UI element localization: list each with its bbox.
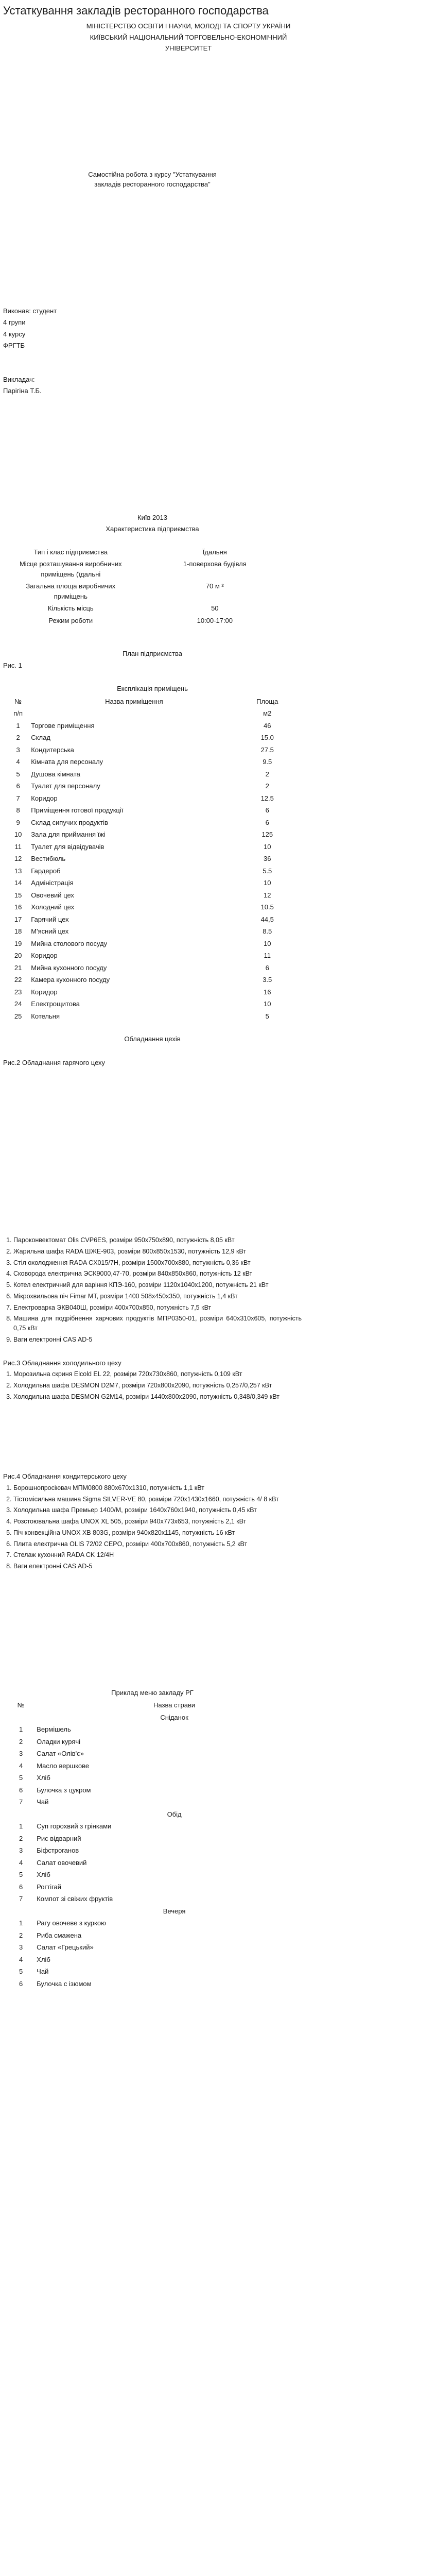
- list-item: 3. Стіл охолодження RADA CX015/7Н, розміри 1500х700х880, потужність 0,36 кВт: [13, 1258, 302, 1268]
- menu-item-name: Салат «Олів'є»: [37, 1750, 84, 1758]
- menu-item-name: Чай: [37, 1968, 49, 1976]
- room-name: Овочевий цех: [31, 891, 74, 899]
- page-title: Устаткування закладів ресторанного господарства: [3, 4, 269, 17]
- list-item: 6. Мікрохвильова піч Fimar MT, розміри 1400 508х450х350, потужність 1,4 кВт: [13, 1292, 302, 1301]
- explication-title: Експлікація приміщень: [117, 685, 188, 692]
- room-name: Мийна кухонного посуду: [31, 963, 107, 972]
- menu-item-name: Компот зі свіжих фруктів: [37, 1895, 113, 1903]
- char-value: 1-поверхова будівля: [183, 560, 247, 568]
- room-area: 27.5: [260, 745, 274, 754]
- room-area: 6: [265, 806, 269, 814]
- room-area: 2: [265, 770, 269, 778]
- table-row: [7, 853, 295, 865]
- table-row: [7, 1893, 295, 1905]
- plan-title: План підприємства: [122, 650, 182, 657]
- table-row: [7, 768, 295, 781]
- col-area-sub: м2: [263, 709, 272, 717]
- figure-caption: Рис.4 Обладнання кондитерського цеху: [3, 1472, 127, 1481]
- room-area: 16: [264, 988, 271, 996]
- room-number: 25: [14, 1012, 22, 1020]
- table-row: [7, 877, 295, 889]
- room-name: Камера кухонного посуду: [31, 976, 110, 984]
- room-area: 10: [264, 1000, 271, 1008]
- table-row: [7, 1723, 295, 1736]
- char-label: Режим роботи: [48, 616, 93, 624]
- table-row: [7, 1857, 295, 1869]
- menu-item-name: Хліб: [37, 1871, 50, 1879]
- table-row: [7, 950, 295, 962]
- room-number: 8: [16, 806, 20, 814]
- room-number: 22: [14, 976, 22, 984]
- header-line: МІНІСТЕРСТВО ОСВІТИ І НАУКИ, МОЛОДІ ТА СПОРТУ УКРАЇНИ: [86, 22, 291, 30]
- room-area: 6: [265, 818, 269, 826]
- room-name: Електрощитова: [31, 1000, 80, 1008]
- list-item: 8. Ваги електронні CAS AD-5: [13, 1562, 302, 1571]
- list-item: 9. Ваги електронні CAS AD-5: [13, 1335, 302, 1345]
- table-row: [7, 986, 295, 998]
- menu-section-row: [7, 1808, 295, 1821]
- cold-shop-equipment-list: [3, 1369, 302, 1401]
- table-row: [7, 913, 295, 926]
- menu-item-name: Рагу овочеве з куркою: [37, 1919, 106, 1927]
- table-row: [7, 1929, 295, 1942]
- figure-caption: Рис.3 Обладнання холодильного цеху: [3, 1359, 121, 1367]
- table-row: [7, 1917, 295, 1929]
- list-item: 8. Машина для подрібнення харчових продуктів МПР0350-01, розміри 640х310х605, потужність 0,75 кВт: [13, 1314, 302, 1333]
- menu-item-name: Хліб: [37, 1774, 50, 1782]
- menu-item-number: 2: [19, 1834, 23, 1842]
- room-number: 6: [16, 782, 20, 790]
- table-row: [7, 1736, 295, 1748]
- menu-section-title: Вечеря: [163, 1907, 186, 1915]
- room-name: Туалет для відвідувачів: [31, 842, 104, 851]
- list-item: 6. Плита електрична OLIS 72/02 CEPO, розміри 400х700х860, потужність 5,2 кВт: [13, 1539, 302, 1549]
- room-area: 9.5: [263, 758, 272, 766]
- table-row: [7, 1748, 295, 1760]
- list-item: 5. Котел електричний для варіння КПЭ-160, розміри 1120х1040х1200, потужність 21 кВт: [13, 1280, 302, 1290]
- room-number: 3: [16, 745, 20, 754]
- table-row: [7, 580, 295, 602]
- list-item: 7. Електроварка ЭКВ040Ш, розміри 400х700х850, потужність 7,5 кВт: [13, 1303, 302, 1313]
- menu-col-name: Назва страви: [153, 1701, 196, 1709]
- list-item: 1. Морозильна скриня Elcold EL 22, розміри 720х730х860, потужність 0,109 кВт: [13, 1369, 302, 1379]
- col-area: Площа: [256, 697, 278, 705]
- menu-item-number: 4: [19, 1955, 23, 1963]
- table-row: [7, 615, 295, 627]
- table-header-row: [7, 1699, 295, 1711]
- table-row: [7, 998, 295, 1010]
- menu-item-name: Салат «Грецький»: [37, 1943, 94, 1952]
- room-area: 10: [264, 879, 271, 887]
- table-header-row: [7, 696, 295, 708]
- room-name: Коридор: [31, 952, 58, 959]
- menu-item-number: 4: [19, 1858, 23, 1867]
- col-num-sub: п/п: [13, 709, 23, 717]
- col-num: №: [14, 697, 22, 705]
- room-name: Склад: [31, 734, 50, 741]
- menu-item-number: 4: [19, 1761, 23, 1770]
- list-item: 3. Холодильна шафа Премьер 1400/М, розміри 1640х760х1940, потужність 0,45 кВт: [13, 1505, 302, 1515]
- menu-section-title: Обід: [167, 1810, 182, 1818]
- room-name: Вестибюль: [31, 855, 66, 862]
- figure-caption: Рис.2 Обладнання гарячого цеху: [3, 1058, 106, 1066]
- menu-section-row: [7, 1905, 295, 1918]
- teacher-name: Парігіна Т.Б.: [3, 387, 42, 395]
- room-name: Гардероб: [31, 867, 61, 875]
- list-item: 2. Холодильна шафа DESMON D2M7, розміри 720х800х2090, потужність 0,257/0,257 кВт: [13, 1381, 302, 1391]
- city-year: Київ 2013: [137, 513, 167, 521]
- char-label: Тип і клас підприємства: [33, 548, 108, 556]
- menu-section-row: [7, 1711, 295, 1724]
- teacher-label: Викладач:: [3, 375, 35, 383]
- table-row: [7, 1881, 295, 1893]
- list-item: 1. Борошнопросіювач МПМ0800 880х670х1310, потужність 1,1 кВт: [13, 1483, 302, 1493]
- menu-item-name: Вермішель: [37, 1725, 71, 1734]
- room-name: Коридор: [31, 988, 58, 996]
- room-area: 15.0: [260, 734, 274, 741]
- char-label: Загальна площа виробничих приміщень: [26, 582, 116, 600]
- characteristics-table: [7, 546, 295, 627]
- menu-item-number: 5: [19, 1871, 23, 1879]
- table-row: [7, 1010, 295, 1023]
- room-area: 125: [261, 831, 273, 838]
- room-name: Склад сипучих продуктів: [31, 818, 108, 826]
- list-item: 3. Холодильна шафа DESMON G2M14, розміри 1440х800х2090, потужність 0,348/0,349 кВт: [13, 1392, 302, 1402]
- room-area: 36: [264, 855, 271, 862]
- table-row: [7, 865, 295, 877]
- menu-item-number: 2: [19, 1737, 23, 1745]
- table-row: [7, 720, 295, 732]
- work-title: Самостійна робота з курсу "Устаткування закладів ресторанного господарства": [88, 170, 217, 188]
- performed-label: Виконав: студент: [3, 307, 57, 315]
- table-row: [7, 780, 295, 792]
- table-header-row: [7, 707, 295, 720]
- room-name: Холодний цех: [31, 903, 75, 911]
- menu-item-number: 6: [19, 1786, 23, 1794]
- table-row: [7, 756, 295, 768]
- room-area: 12.5: [260, 794, 274, 802]
- menu-item-name: Рис відварний: [37, 1834, 81, 1842]
- table-row: [7, 1772, 295, 1784]
- menu-item-name: Чай: [37, 1798, 49, 1806]
- menu-item-name: Салат овочевий: [37, 1858, 87, 1867]
- table-row: [7, 1869, 295, 1881]
- equipment-title: Обладнання цехів: [124, 1035, 181, 1043]
- room-name: Приміщення готової продукції: [31, 806, 124, 814]
- room-number: 15: [14, 891, 22, 899]
- list-item: 4. Розстоювальна шафа UNOX XL 505, розміри 940х773х653, потужність 2,1 кВт: [13, 1517, 302, 1527]
- menu-item-number: 5: [19, 1968, 23, 1976]
- room-number: 10: [14, 831, 22, 838]
- room-area: 5.5: [263, 867, 272, 875]
- student-block: [3, 306, 433, 351]
- room-area: 12: [264, 891, 271, 899]
- room-number: 12: [14, 855, 22, 862]
- room-name: Зала для приймання їжі: [31, 831, 106, 838]
- menu-item-name: Булочка с ізюмом: [37, 1979, 92, 1988]
- room-number: 9: [16, 818, 20, 826]
- menu-item-number: 1: [19, 1725, 23, 1734]
- room-number: 20: [14, 952, 22, 959]
- menu-item-number: 1: [19, 1919, 23, 1927]
- room-name: Туалет для персоналу: [31, 782, 100, 790]
- room-number: 23: [14, 988, 22, 996]
- teacher-block: [3, 375, 433, 396]
- room-area: 5: [265, 1012, 269, 1020]
- room-name: Котельня: [31, 1012, 60, 1020]
- room-number: 19: [14, 939, 22, 947]
- student-line: 4 групи: [3, 318, 26, 326]
- table-row: [7, 828, 295, 841]
- menu-item-name: Хліб: [37, 1955, 50, 1963]
- room-area: 10: [264, 939, 271, 947]
- menu-item-name: Біфстроганов: [37, 1846, 79, 1855]
- hot-shop-equipment-list: [3, 1235, 302, 1345]
- room-number: 17: [14, 915, 22, 923]
- char-value: 50: [211, 604, 219, 612]
- table-row: [7, 938, 295, 950]
- room-name: Коридор: [31, 794, 58, 802]
- room-area: 46: [264, 721, 271, 730]
- menu-table: [7, 1699, 295, 1990]
- room-number: 5: [16, 770, 20, 778]
- room-name: М'ясний цех: [31, 927, 69, 935]
- col-name: Назва приміщення: [105, 697, 163, 705]
- ministry-header: [80, 21, 297, 54]
- room-name: Адміністрація: [31, 879, 74, 887]
- room-area: 3.5: [263, 976, 272, 984]
- room-name: Мийна столового посуду: [31, 939, 108, 947]
- table-row: [7, 1760, 295, 1772]
- room-number: 16: [14, 903, 22, 911]
- room-name: Кондитерська: [31, 745, 74, 754]
- table-row: [7, 841, 295, 853]
- table-row: [7, 1844, 295, 1857]
- table-row: [7, 1820, 295, 1833]
- table-row: [7, 1784, 295, 1797]
- table-row: [7, 925, 295, 938]
- room-number: 11: [14, 842, 22, 851]
- table-row: [7, 817, 295, 829]
- menu-item-number: 6: [19, 1979, 23, 1988]
- characteristics-title: Характеристика підприємства: [106, 525, 199, 533]
- hot-shop-figure: [3, 1069, 433, 1193]
- room-name: Гарячий цех: [31, 915, 69, 923]
- room-area: 8.5: [263, 927, 272, 935]
- table-row: [7, 901, 295, 913]
- menu-title: Приклад меню закладу РГ: [111, 1688, 194, 1697]
- rooms-table: [7, 696, 295, 1023]
- room-area: 10.5: [260, 903, 274, 911]
- list-item: 2. Тістомісильна машина Sigma SILVER-VE 80, розміри 720х1430х1660, потужність 4/ 8 кВт: [13, 1495, 302, 1504]
- menu-col-num: №: [17, 1701, 25, 1709]
- menu-item-number: 3: [19, 1750, 23, 1758]
- confectionery-equipment-list: [3, 1483, 302, 1571]
- table-row: [7, 1978, 295, 1990]
- table-row: [7, 558, 295, 580]
- menu-item-number: 3: [19, 1846, 23, 1855]
- table-row: [7, 732, 295, 744]
- table-row: [7, 546, 295, 558]
- table-row: [7, 744, 295, 756]
- menu-item-number: 6: [19, 1883, 23, 1891]
- room-number: 4: [16, 758, 20, 766]
- menu-item-name: Суп горохвий з грінками: [37, 1822, 112, 1831]
- table-row: [7, 1965, 295, 1978]
- menu-item-number: 2: [19, 1931, 23, 1939]
- menu-item-number: 1: [19, 1822, 23, 1831]
- menu-item-number: 5: [19, 1774, 23, 1782]
- menu-item-number: 3: [19, 1943, 23, 1952]
- table-row: [7, 974, 295, 986]
- room-number: 13: [14, 867, 22, 875]
- table-row: [7, 1954, 295, 1966]
- menu-item-number: 7: [19, 1798, 23, 1806]
- list-item: 7. Стелаж кухонний RADA CK 12/4Н: [13, 1550, 302, 1560]
- document: [0, 2, 436, 1990]
- room-name: Душова кімната: [31, 770, 80, 778]
- room-area: 10: [264, 842, 271, 851]
- student-line: ФРГТБ: [3, 342, 25, 349]
- char-value: 10:00-17:00: [197, 616, 233, 624]
- list-item: 2. Жарильна шафа RADA ШЖЕ-903, розміри 800х850х1530, потужність 12,9 кВт: [13, 1247, 302, 1257]
- room-number: 1: [16, 721, 20, 730]
- room-number: 2: [16, 734, 20, 741]
- room-number: 24: [14, 1000, 22, 1008]
- room-area: 11: [264, 952, 271, 959]
- menu-item-number: 7: [19, 1895, 23, 1903]
- room-number: 18: [14, 927, 22, 935]
- menu-item-name: Риба смажена: [37, 1931, 82, 1939]
- header-line: УНІВЕРСИТЕТ: [165, 44, 212, 52]
- table-row: [7, 962, 295, 974]
- table-row: [7, 602, 295, 615]
- figure-caption: Рис. 1: [3, 661, 22, 669]
- room-name: Кімната для персоналу: [31, 758, 103, 766]
- student-line: 4 курсу: [3, 330, 26, 338]
- room-area: 2: [265, 782, 269, 790]
- list-item: 4. Сковорода електрична ЭСК9000,47-70, розміри 840х850х860, потужність 12 кВт: [13, 1269, 302, 1279]
- menu-item-name: Масло вершкове: [37, 1761, 90, 1770]
- menu-item-name: Оладки курячі: [37, 1737, 81, 1745]
- room-area: 6: [265, 963, 269, 972]
- list-item: 5. Піч конвекційна UNOX XB 803G, розміри 940х820х1145, потужність 16 кВт: [13, 1528, 302, 1538]
- table-row: [7, 889, 295, 902]
- room-number: 14: [14, 879, 22, 887]
- char-value: Їдальня: [202, 548, 227, 556]
- room-number: 7: [16, 794, 20, 802]
- table-row: [7, 1941, 295, 1954]
- room-number: 21: [14, 963, 22, 972]
- table-row: [7, 1833, 295, 1845]
- header-line: КИЇВСЬКИЙ НАЦІОНАЛЬНИЙ ТОРГОВЕЛЬНО-ЕКОНОМІЧНИЙ: [90, 33, 287, 41]
- table-row: [7, 804, 295, 817]
- table-row: [7, 792, 295, 805]
- char-label: Місце розташування виробничих приміщень (їдальні: [19, 560, 122, 578]
- menu-item-name: Рогтігай: [37, 1883, 62, 1891]
- table-row: [7, 1796, 295, 1808]
- room-area: 44,5: [260, 915, 274, 923]
- menu-section-title: Сніданок: [160, 1713, 188, 1721]
- room-name: Торгове приміщення: [31, 721, 95, 730]
- char-value: 70 м ²: [205, 582, 224, 590]
- char-label: Кількість місць: [47, 604, 94, 612]
- menu-item-name: Булочка з цукром: [37, 1786, 91, 1794]
- list-item: 1. Пароконвектомат Olis CVP6ES, розміри 950х750х890, потужність 8,05 кВт: [13, 1235, 302, 1245]
